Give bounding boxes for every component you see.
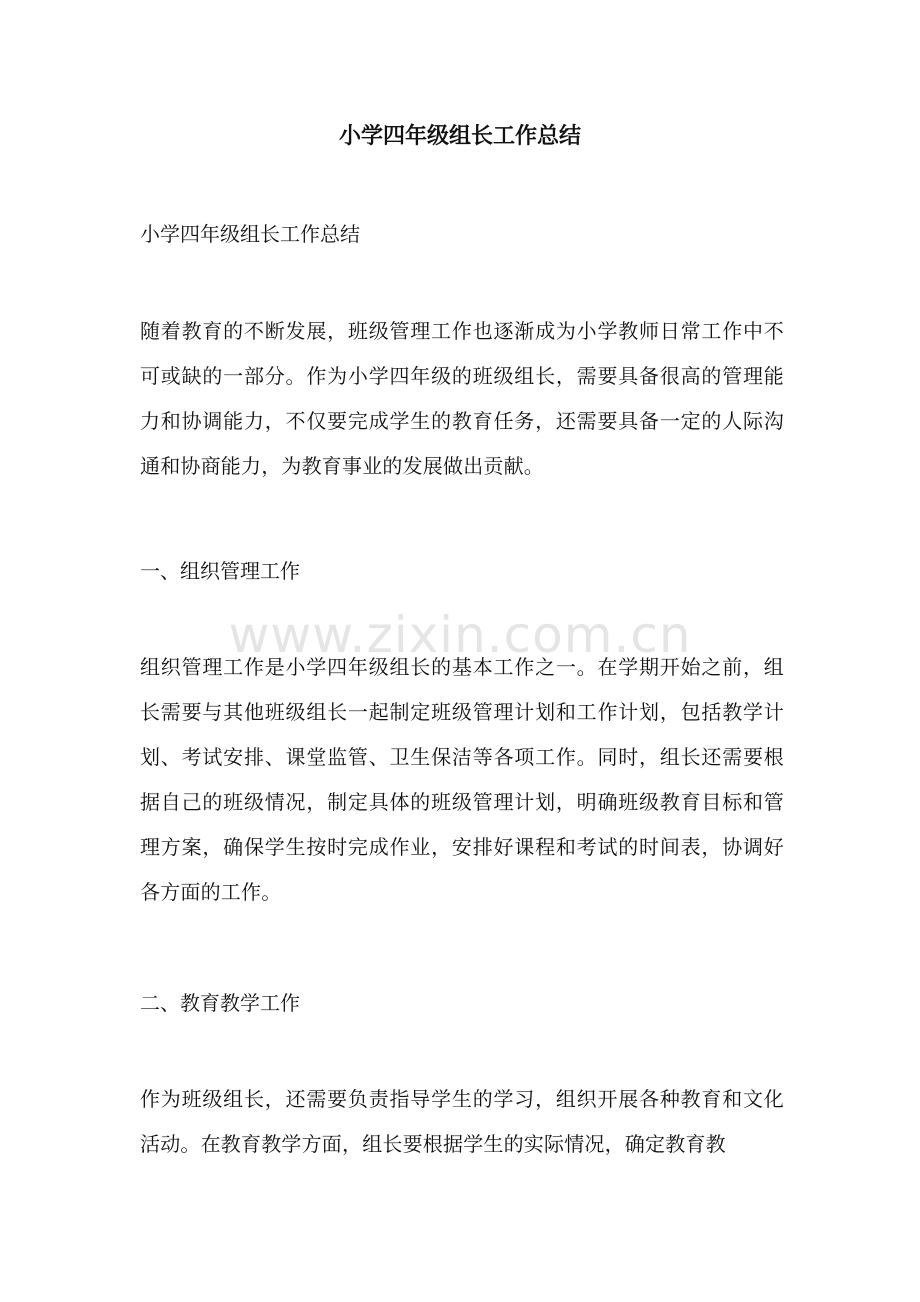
document-subtitle: 小学四年级组长工作总结 [140, 222, 360, 246]
organization-paragraph: 组织管理工作是小学四年级组长的基本工作之一。在学期开始之前，组长需要与其他班级组长一起制定班级管理计划和工作计划，包括教学计划、考试安排、课堂监管、卫生保洁等各项工作。同时，组长还需要根据自己的班级情况，制定具体的班级管理计划，明确班级教育目标和管理方案，确保学生按时完成作业，安排好课程和考试的时间表，协调好各方面的工作。 [140, 655, 784, 904]
teaching-paragraph: 作为班级组长，还需要负责指导学生的学习，组织开展各种教育和文化活动。在教育教学方面，组长要根据学生的实际情况，确定教育教 [140, 1087, 784, 1156]
section-heading-teaching: 二、教育教学工作 [140, 991, 300, 1015]
document-title: 小学四年级组长工作总结 [338, 123, 581, 149]
section-heading-organization: 一、组织管理工作 [140, 559, 300, 583]
watermark: www.zixin.com.cn [228, 606, 692, 664]
intro-paragraph: 随着教育的不断发展，班级管理工作也逐渐成为小学教师日常工作中不可或缺的一部分。作为小学四年级的班级组长，需要具备很高的管理能力和协调能力，不仅要完成学生的教育任务，还需要具备一定的人际沟通和协商能力，为教育事业的发展做出贡献。 [140, 319, 784, 478]
